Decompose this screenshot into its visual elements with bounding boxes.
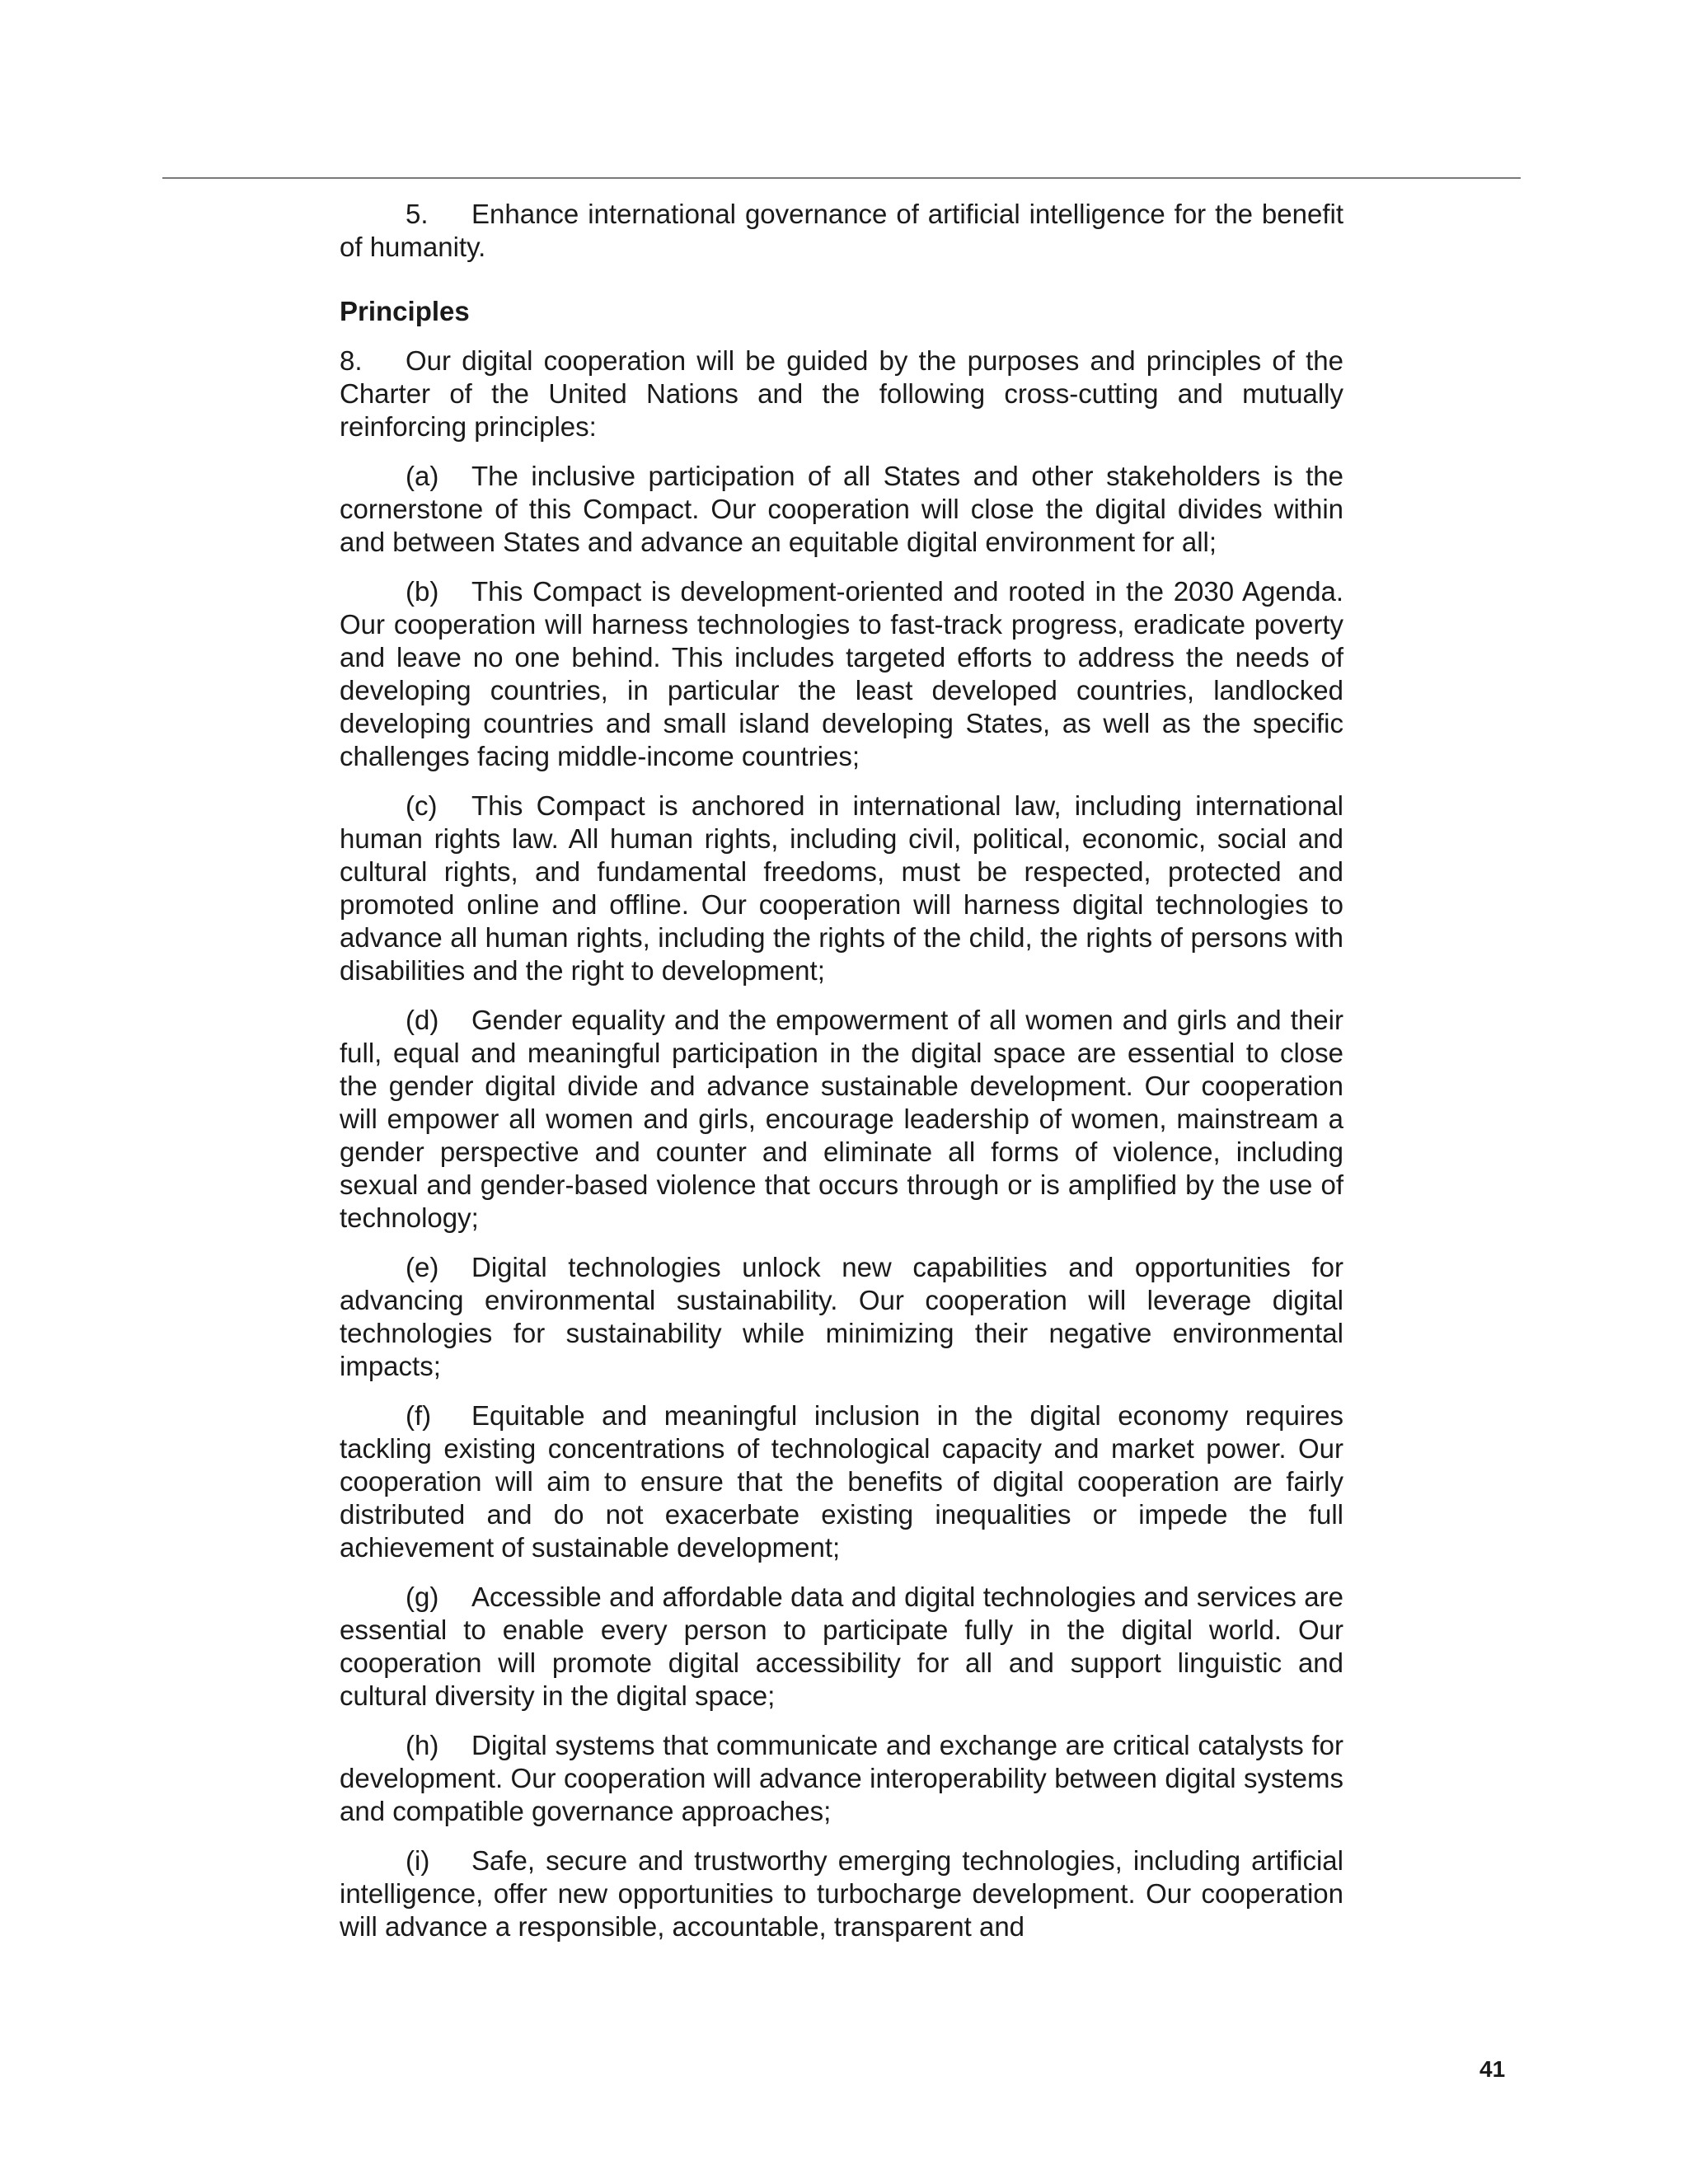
principle-label: (d) bbox=[406, 1005, 439, 1035]
principle-text: Gender equality and the empowerment of all women and girls and their full, equal and meaningful participation in the digital space are essential to close the gender digital divide and advance sustainable development. Our cooperation will empower all women and girls, encourage leadership of women, mainstream a gender perspective and counter and eliminate all forms of violence, including sexual and gender-based violence that occurs through or is amplified by the use of technology; bbox=[340, 1005, 1343, 1233]
paragraph-text: Our digital cooperation will be guided by the purposes and principles of the Charter of the United Nations and the following cross-cutting and mutually reinforcing principles: bbox=[340, 345, 1343, 442]
principle-label: (c) bbox=[406, 790, 438, 821]
principle-a bbox=[340, 460, 1343, 559]
principle-label: (h) bbox=[406, 1730, 439, 1760]
page-number: 41 bbox=[1479, 2056, 1506, 2082]
item-label: 5. bbox=[406, 199, 429, 229]
principle-label: (f) bbox=[406, 1400, 432, 1431]
item-text: Enhance international governance of artificial intelligence for the benefit of humanity. bbox=[340, 199, 1343, 262]
principle-text: Accessible and affordable data and digital technologies and services are essential to enable every person to participate fully in the digital world. Our cooperation will promote digital accessibility for all and support linguistic and cultural diversity in the digital space; bbox=[340, 1582, 1343, 1711]
principle-h bbox=[340, 1729, 1343, 1828]
principle-label: (b) bbox=[406, 576, 439, 607]
principle-f bbox=[340, 1399, 1343, 1564]
principle-text: Equitable and meaningful inclusion in the digital economy requires tackling existing concentrations of technological capacity and market power. Our cooperation will aim to ensure that the benefits of digital cooperation are fairly distributed and do not exacerbate existing inequalities or impede the full achievement of sustainable development; bbox=[340, 1400, 1343, 1563]
list-item-5 bbox=[340, 198, 1343, 264]
principle-text: Digital technologies unlock new capabilities and opportunities for advancing environmental sustainability. Our cooperation will leverage digital technologies for sustainability while minimizing their negative environmental impacts; bbox=[340, 1252, 1343, 1381]
principle-i bbox=[340, 1844, 1343, 1943]
principle-c bbox=[340, 790, 1343, 987]
principle-label: (g) bbox=[406, 1582, 439, 1612]
principle-label: (i) bbox=[406, 1845, 430, 1876]
principle-text: This Compact is anchored in international law, including international human rights law. All human rights, including civil, political, economic, social and cultural rights, and fundamental freedoms, must be respected, protected and promoted online and offline. Our cooperation will harness digital technologies to advance all human rights, including the rights of the child, the rights of persons with disabilities and the right to development; bbox=[340, 790, 1343, 986]
document-body bbox=[340, 198, 1343, 1943]
principle-text: The inclusive participation of all States and other stakeholders is the cornerstone of this Compact. Our cooperation will close the digital divides within and between States and advance an equitable digital environment for all; bbox=[340, 461, 1343, 557]
section-heading: Principles bbox=[340, 296, 470, 326]
principle-text: Digital systems that communicate and exchange are critical catalysts for development. Our cooperation will advance interoperability between digital systems and compatible governance approaches; bbox=[340, 1730, 1343, 1826]
principle-e bbox=[340, 1251, 1343, 1383]
principle-label: (e) bbox=[406, 1252, 439, 1282]
header-rule bbox=[162, 177, 1521, 179]
principle-label: (a) bbox=[406, 461, 439, 491]
principle-d bbox=[340, 1004, 1343, 1235]
principle-g bbox=[340, 1581, 1343, 1713]
paragraph-number: 8. bbox=[340, 345, 363, 376]
principle-b bbox=[340, 575, 1343, 773]
principle-text: Safe, secure and trustworthy emerging technologies, including artificial intelligence, offer new opportunities to turbocharge development. Our cooperation will advance a responsible, accountable, transparent and bbox=[340, 1845, 1343, 1942]
principle-text: This Compact is development-oriented and rooted in the 2030 Agenda. Our cooperation will harness technologies to fast-track progress, eradicate poverty and leave no one behind. This includes targeted efforts to address the needs of developing countries, in particular the least developed countries, landlocked developing countries and small island developing States, as well as the specific challenges facing middle-income countries; bbox=[340, 576, 1343, 771]
paragraph-8 bbox=[340, 344, 1343, 443]
